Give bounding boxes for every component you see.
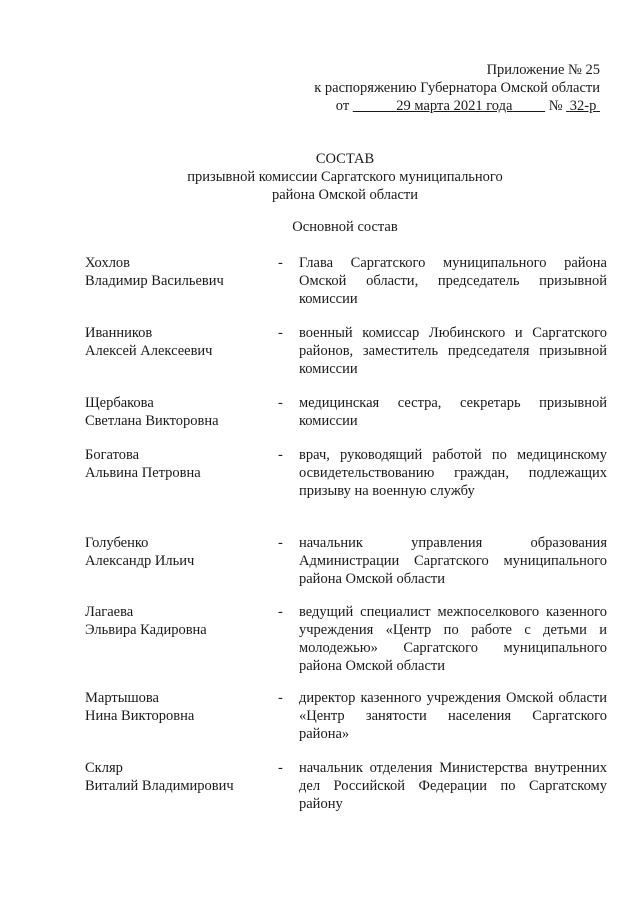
member-surname: Хохлов bbox=[85, 255, 131, 271]
member-name bbox=[85, 603, 275, 639]
member-name bbox=[85, 254, 275, 290]
member-dash: - bbox=[278, 447, 283, 463]
member-given-names: Алексей Алексеевич bbox=[85, 343, 213, 359]
order-number: 32-р bbox=[569, 98, 597, 114]
member-name bbox=[85, 446, 275, 482]
member-name bbox=[85, 534, 275, 570]
appendix-number: Приложение № 25 bbox=[486, 62, 600, 78]
member-dash: - bbox=[278, 255, 283, 271]
order-number-label: № bbox=[548, 98, 563, 114]
member-role: военный комиссар Любинского и Саргатского районов, заместитель председателя призывной комиссии bbox=[299, 325, 607, 377]
member-role: врач, руководящий работой по медицинскому освидетельствованию граждан, подлежащих призыву на военную службу bbox=[299, 447, 607, 499]
member-given-names: Альвина Петровна bbox=[85, 465, 201, 481]
member-role: начальник управления образования Администрации Саргатского муниципального района Омской области bbox=[299, 535, 607, 587]
member-surname: Мартышова bbox=[85, 690, 159, 706]
member-name bbox=[85, 759, 275, 795]
member-given-names: Виталий Владимирович bbox=[85, 778, 234, 794]
member-dash: - bbox=[278, 535, 283, 551]
member-role: Глава Саргатского муниципального района Омской области, председатель призывной комиссии bbox=[299, 255, 607, 307]
member-surname: Щербакова bbox=[85, 395, 154, 411]
appendix-date-line bbox=[314, 97, 600, 115]
member-given-names: Светлана Викторовна bbox=[85, 413, 219, 429]
member-role: начальник отделения Министерства внутренних дел Российской Федерации по Саргатскому району bbox=[299, 760, 607, 812]
appendix-header bbox=[314, 61, 600, 115]
member-surname: Богатова bbox=[85, 447, 140, 463]
member-given-names: Владимир Васильевич bbox=[85, 273, 224, 289]
member-surname: Иванников bbox=[85, 325, 153, 341]
appendix-order-reference: к распоряжению Губернатора Омской области bbox=[314, 80, 600, 96]
member-surname: Голубенко bbox=[85, 535, 149, 551]
title-heading: СОСТАВ bbox=[315, 151, 375, 167]
document-title bbox=[0, 150, 640, 204]
member-surname: Лагаева bbox=[85, 604, 134, 620]
member-dash: - bbox=[278, 760, 283, 776]
title-line-2: района Омской области bbox=[271, 187, 418, 203]
member-role: медицинская сестра, секретарь призывной комиссии bbox=[299, 395, 607, 429]
member-role: ведущий специалист межпоселкового казенного учреждения «Центр по работе с детьми и молодежью» Саргатского муниципального района Омской области bbox=[299, 604, 607, 674]
title-line-1: призывной комиссии Саргатского муниципального bbox=[187, 169, 503, 185]
member-dash: - bbox=[278, 325, 283, 341]
member-dash: - bbox=[278, 690, 283, 706]
member-dash: - bbox=[278, 604, 283, 620]
section-title: Основной состав bbox=[292, 219, 398, 235]
member-given-names: Эльвира Кадировна bbox=[85, 622, 207, 638]
date-from-label: от bbox=[335, 98, 350, 114]
member-role: директор казенного учреждения Омской области «Центр занятости населения Саргатского района» bbox=[299, 690, 607, 742]
member-name bbox=[85, 689, 275, 725]
member-dash: - bbox=[278, 395, 283, 411]
member-given-names: Александр Ильич bbox=[85, 553, 195, 569]
member-surname: Скляр bbox=[85, 760, 123, 776]
order-date: 29 марта 2021 года bbox=[396, 98, 513, 114]
member-name bbox=[85, 324, 275, 360]
member-given-names: Нина Викторовна bbox=[85, 708, 195, 724]
member-name bbox=[85, 394, 275, 430]
